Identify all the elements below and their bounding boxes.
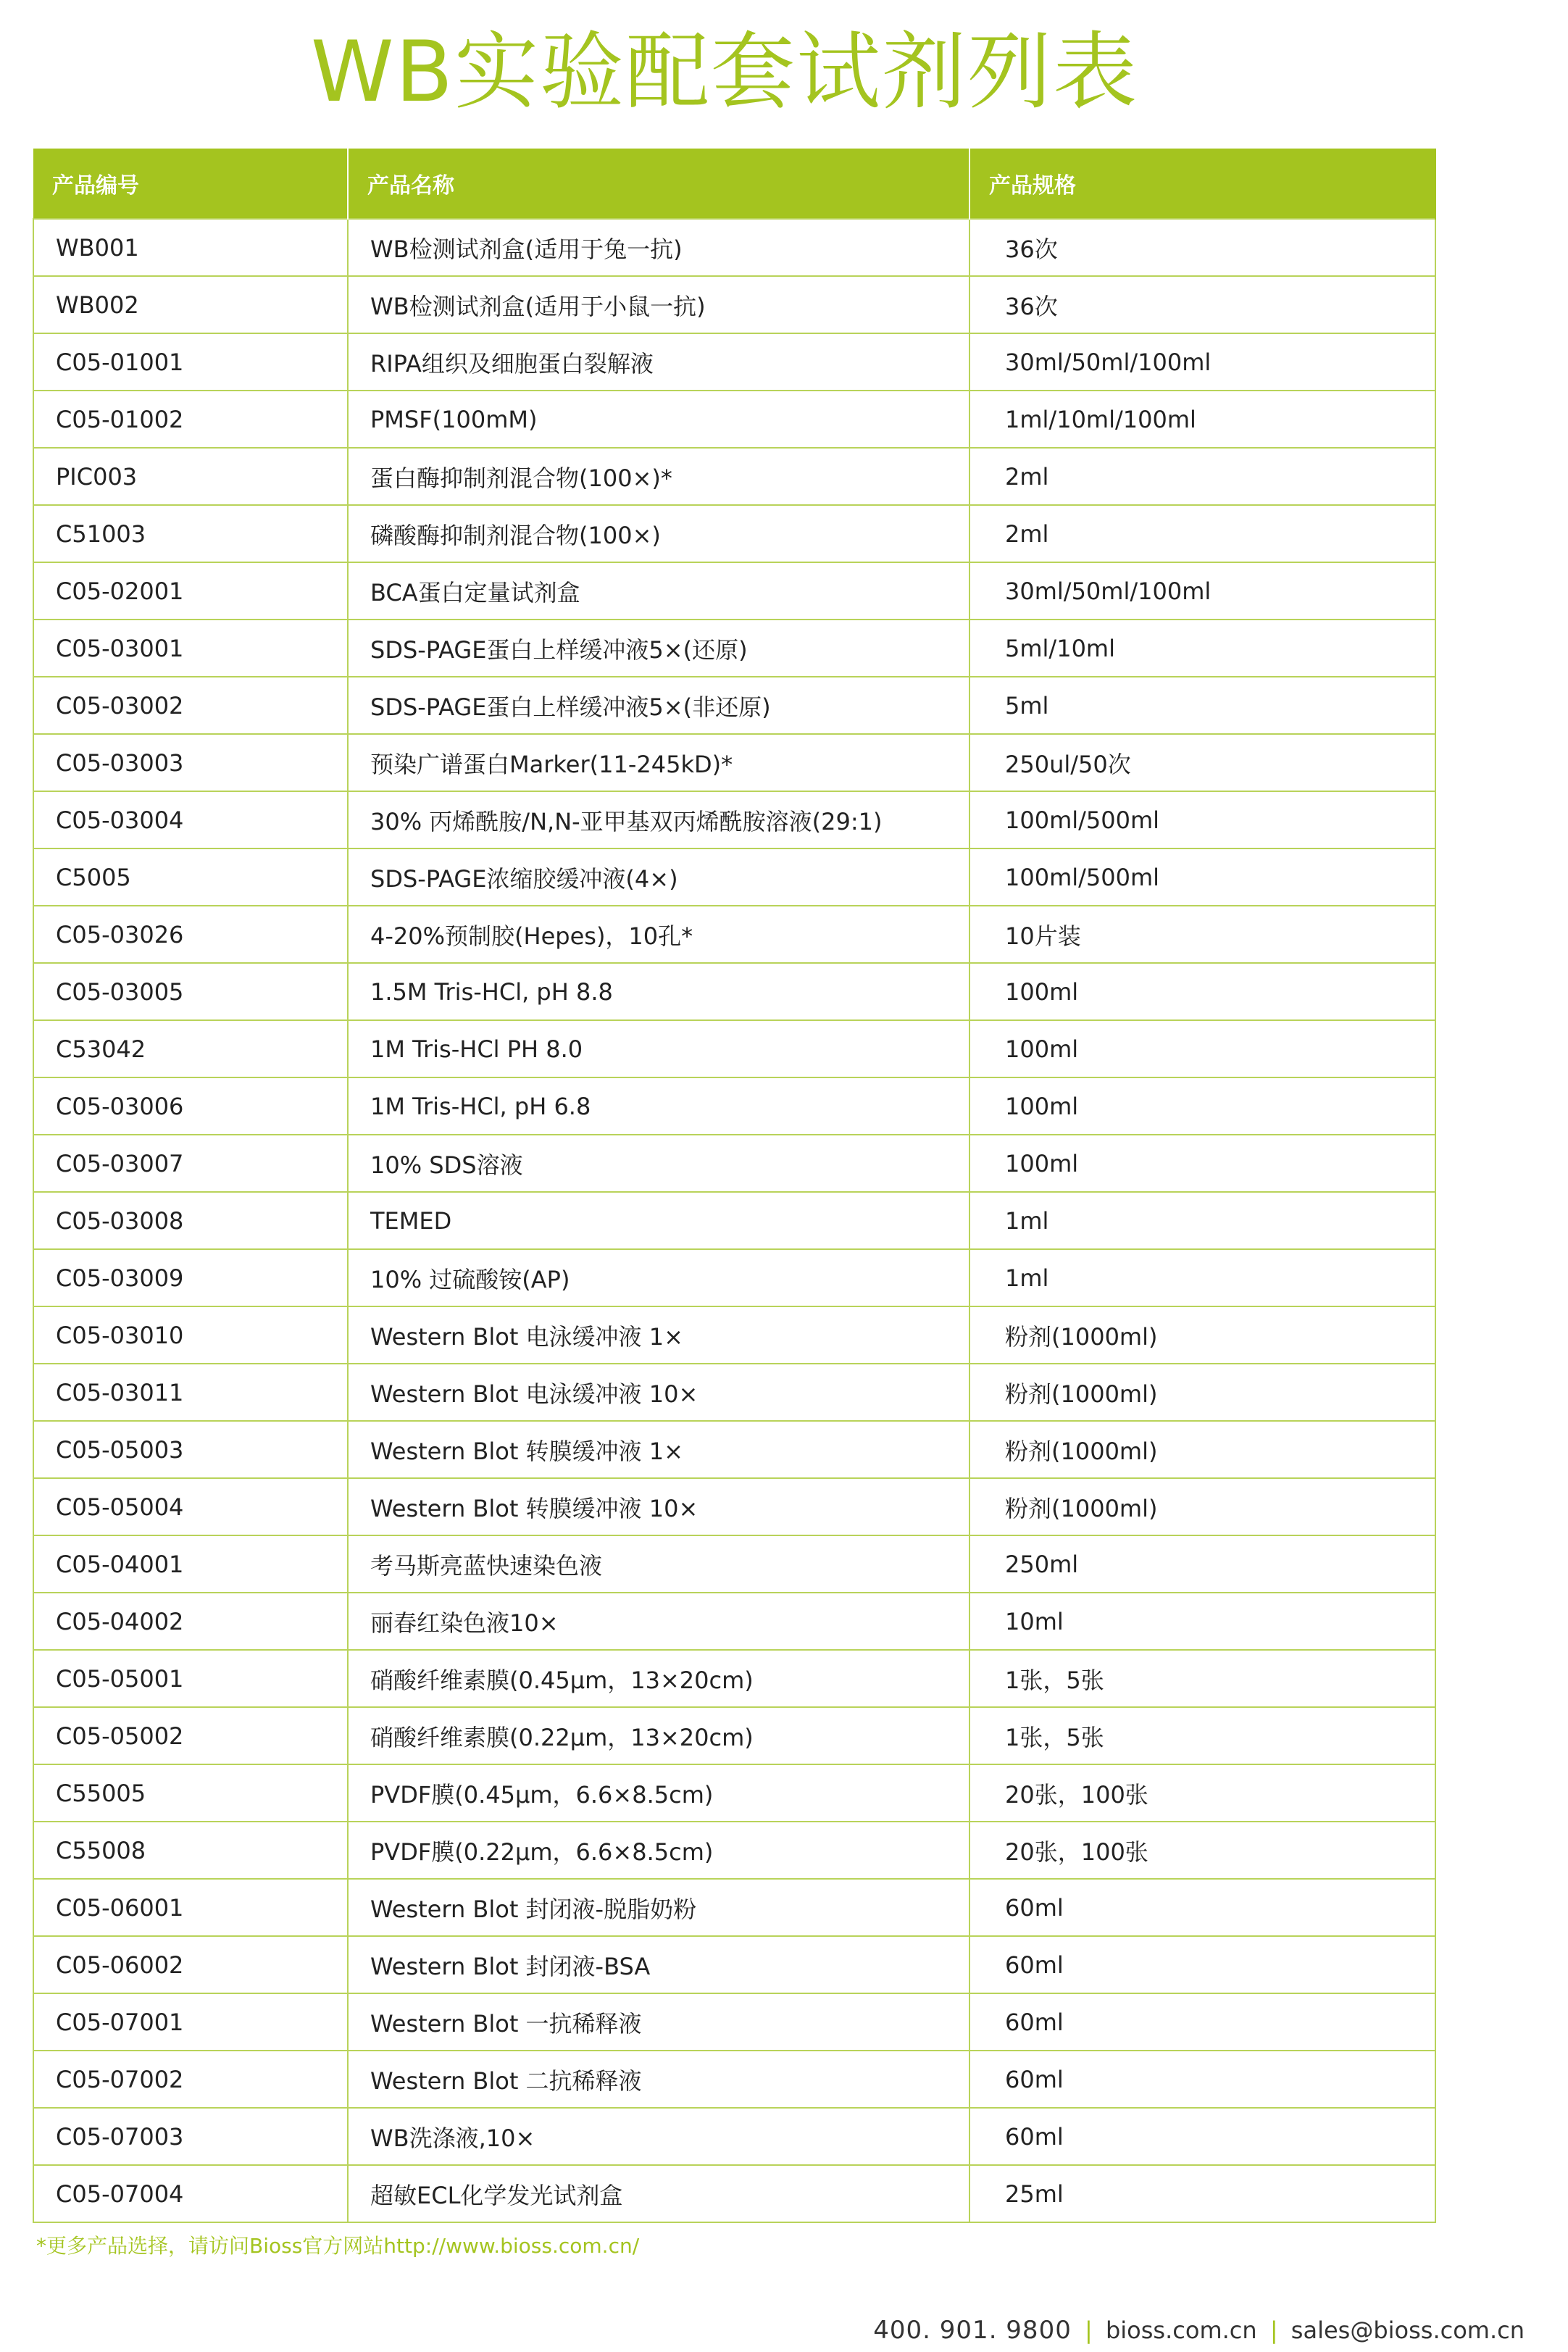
cell-product-code: C05-03010 [33, 1306, 348, 1364]
table-row [33, 219, 1435, 276]
cell-product-code: C05-03001 [33, 620, 348, 677]
cell-product-spec: 36次 [969, 276, 1435, 333]
cell-product-code: C55005 [33, 1764, 348, 1822]
cell-product-name: 硝酸纤维素膜(0.22μm，13×20cm) [348, 1707, 969, 1764]
website-link[interactable]: bioss.com.cn [1105, 2316, 1257, 2344]
cell-product-spec: 10片装 [969, 906, 1435, 963]
table-row [33, 848, 1435, 906]
cell-product-code: C05-07002 [33, 2051, 348, 2108]
cell-product-code: C05-03006 [33, 1077, 348, 1135]
cell-product-spec: 100ml [969, 1077, 1435, 1135]
table-row [33, 1135, 1435, 1192]
cell-product-name: 10% 过硫酸铵(AP) [348, 1249, 969, 1306]
cell-product-code: WB002 [33, 276, 348, 333]
cell-product-name: 硝酸纤维素膜(0.45μm，13×20cm) [348, 1650, 969, 1707]
cell-product-code: C05-03026 [33, 906, 348, 963]
cell-product-code: C05-06002 [33, 1936, 348, 1993]
table-row [33, 1364, 1435, 1421]
cell-product-code: C05-03009 [33, 1249, 348, 1306]
cell-product-name: 丽春红染色液10× [348, 1593, 969, 1650]
cell-product-name: PVDF膜(0.22μm，6.6×8.5cm) [348, 1822, 969, 1879]
cell-product-spec: 60ml [969, 1879, 1435, 1936]
cell-product-spec: 1张，5张 [969, 1707, 1435, 1764]
cell-product-name: PMSF(100mM) [348, 391, 969, 448]
cell-product-name: 超敏ECL化学发光试剂盒 [348, 2165, 969, 2222]
cell-product-name: SDS-PAGE蛋白上样缓冲液5×(非还原) [348, 677, 969, 734]
table-row [33, 1077, 1435, 1135]
table-row [33, 1306, 1435, 1364]
table-row [33, 1707, 1435, 1764]
table-row [33, 791, 1435, 848]
cell-product-code: C05-03003 [33, 734, 348, 791]
table-row [33, 2051, 1435, 2108]
cell-product-code: C05-05004 [33, 1478, 348, 1535]
cell-product-spec: 20张，100张 [969, 1764, 1435, 1822]
cell-product-spec: 25ml [969, 2165, 1435, 2222]
cell-product-code: C05-07001 [33, 1993, 348, 2051]
cell-product-code: C05-03007 [33, 1135, 348, 1192]
cell-product-spec: 100ml/500ml [969, 791, 1435, 848]
table-row [33, 906, 1435, 963]
cell-product-code: C05-04002 [33, 1593, 348, 1650]
table-row [33, 1764, 1435, 1822]
cell-product-name: 磷酸酶抑制剂混合物(100×) [348, 505, 969, 562]
table-row [33, 276, 1435, 333]
cell-product-spec: 5ml [969, 677, 1435, 734]
cell-product-name: Western Blot 转膜缓冲液 1× [348, 1421, 969, 1478]
table-row [33, 1650, 1435, 1707]
cell-product-name: 1.5M Tris-HCl, pH 8.8 [348, 963, 969, 1020]
cell-product-code: C53042 [33, 1020, 348, 1077]
table-row [33, 1593, 1435, 1650]
cell-product-spec: 粉剂(1000ml) [969, 1306, 1435, 1364]
cell-product-name: BCA蛋白定量试剂盒 [348, 562, 969, 620]
cell-product-code: C05-03008 [33, 1192, 348, 1249]
cell-product-name: Western Blot 封闭液-脱脂奶粉 [348, 1879, 969, 1936]
cell-product-name: 4-20%预制胶(Hepes)，10孔* [348, 906, 969, 963]
cell-product-code: C05-03011 [33, 1364, 348, 1421]
cell-product-spec: 粉剂(1000ml) [969, 1421, 1435, 1478]
cell-product-code: C55008 [33, 1822, 348, 1879]
cell-product-name: RIPA组织及细胞蛋白裂解液 [348, 333, 969, 391]
table-row [33, 505, 1435, 562]
header-product-spec: 产品规格 [969, 149, 1435, 219]
cell-product-spec: 60ml [969, 2051, 1435, 2108]
cell-product-name: Western Blot 封闭液-BSA [348, 1936, 969, 1993]
cell-product-code: C05-03004 [33, 791, 348, 848]
cell-product-name: 预染广谱蛋白Marker(11-245kD)* [348, 734, 969, 791]
cell-product-spec: 粉剂(1000ml) [969, 1364, 1435, 1421]
cell-product-code: C05-01002 [33, 391, 348, 448]
cell-product-spec: 100ml [969, 1020, 1435, 1077]
table-row [33, 963, 1435, 1020]
cell-product-name: Western Blot 二抗稀释液 [348, 2051, 969, 2108]
cell-product-name: Western Blot 转膜缓冲液 10× [348, 1478, 969, 1535]
cell-product-spec: 1ml [969, 1192, 1435, 1249]
cell-product-code: C05-03002 [33, 677, 348, 734]
cell-product-code: C51003 [33, 505, 348, 562]
cell-product-name: 10% SDS溶液 [348, 1135, 969, 1192]
cell-product-spec: 5ml/10ml [969, 620, 1435, 677]
phone-number: 400. 901. 9800 [873, 2316, 1072, 2345]
table-row [33, 333, 1435, 391]
cell-product-code: C05-01001 [33, 333, 348, 391]
email-link[interactable]: sales@bioss.com.cn [1290, 2316, 1525, 2344]
table-row [33, 448, 1435, 505]
cell-product-name: 1M Tris-HCl, pH 6.8 [348, 1077, 969, 1135]
table-row [33, 620, 1435, 677]
cell-product-name: WB检测试剂盒(适用于小鼠一抗) [348, 276, 969, 333]
cell-product-spec: 100ml [969, 963, 1435, 1020]
cell-product-name: Western Blot 一抗稀释液 [348, 1993, 969, 2051]
cell-product-name: Western Blot 电泳缓冲液 1× [348, 1306, 969, 1364]
cell-product-name: PVDF膜(0.45μm，6.6×8.5cm) [348, 1764, 969, 1822]
cell-product-spec: 20张，100张 [969, 1822, 1435, 1879]
cell-product-code: PIC003 [33, 448, 348, 505]
table-row [33, 1936, 1435, 1993]
cell-product-spec: 60ml [969, 2108, 1435, 2165]
table-row [33, 1192, 1435, 1249]
table-row [33, 677, 1435, 734]
cell-product-code: C5005 [33, 848, 348, 906]
cell-product-spec: 粉剂(1000ml) [969, 1478, 1435, 1535]
product-table-body [33, 219, 1435, 2222]
cell-product-code: C05-05002 [33, 1707, 348, 1764]
table-row [33, 1879, 1435, 1936]
cell-product-name: 1M Tris-HCl PH 8.0 [348, 1020, 969, 1077]
table-header-row [33, 149, 1435, 219]
cell-product-code: C05-05003 [33, 1421, 348, 1478]
cell-product-code: C05-03005 [33, 963, 348, 1020]
cell-product-name: 30% 丙烯酰胺/N,N-亚甲基双丙烯酰胺溶液(29:1) [348, 791, 969, 848]
cell-product-spec: 10ml [969, 1593, 1435, 1650]
contact-line [873, 2316, 1525, 2345]
cell-product-name: 考马斯亮蓝快速染色液 [348, 1535, 969, 1593]
cell-product-name: Western Blot 电泳缓冲液 10× [348, 1364, 969, 1421]
product-table [33, 149, 1436, 2223]
page-title: WB实验配套试剂列表 [310, 23, 1139, 121]
cell-product-spec: 250ml [969, 1535, 1435, 1593]
cell-product-code: C05-04001 [33, 1535, 348, 1593]
cell-product-name: TEMED [348, 1192, 969, 1249]
cell-product-spec: 30ml/50ml/100ml [969, 562, 1435, 620]
cell-product-spec: 60ml [969, 1993, 1435, 2051]
cell-product-code: C05-05001 [33, 1650, 348, 1707]
cell-product-spec: 100ml/500ml [969, 848, 1435, 906]
table-row [33, 1421, 1435, 1478]
cell-product-spec: 250ul/50次 [969, 734, 1435, 791]
cell-product-name: 蛋白酶抑制剂混合物(100×)* [348, 448, 969, 505]
cell-product-name: SDS-PAGE浓缩胶缓冲液(4×) [348, 848, 969, 906]
table-row [33, 1822, 1435, 1879]
cell-product-spec: 1ml [969, 1249, 1435, 1306]
separator: | [1269, 2316, 1278, 2344]
cell-product-code: WB001 [33, 219, 348, 276]
footnote: *更多产品选择，请访问Bioss官方网站http://www.bioss.com.cn/ [36, 2234, 640, 2258]
cell-product-spec: 2ml [969, 448, 1435, 505]
cell-product-spec: 1ml/10ml/100ml [969, 391, 1435, 448]
cell-product-code: C05-06001 [33, 1879, 348, 1936]
header-product-code: 产品编号 [33, 149, 348, 219]
cell-product-name: WB检测试剂盒(适用于兔一抗) [348, 219, 969, 276]
table-row [33, 1020, 1435, 1077]
cell-product-spec: 36次 [969, 219, 1435, 276]
table-row [33, 1249, 1435, 1306]
table-row [33, 391, 1435, 448]
table-row [33, 734, 1435, 791]
cell-product-code: C05-07004 [33, 2165, 348, 2222]
cell-product-spec: 1张，5张 [969, 1650, 1435, 1707]
cell-product-spec: 100ml [969, 1135, 1435, 1192]
cell-product-spec: 60ml [969, 1936, 1435, 1993]
product-table-container [33, 149, 1435, 2223]
table-row [33, 1993, 1435, 2051]
table-row [33, 1535, 1435, 1593]
table-row [33, 2108, 1435, 2165]
table-row [33, 562, 1435, 620]
cell-product-name: WB洗涤液,10× [348, 2108, 969, 2165]
header-product-name: 产品名称 [348, 149, 969, 219]
table-row [33, 1478, 1435, 1535]
cell-product-code: C05-02001 [33, 562, 348, 620]
table-row [33, 2165, 1435, 2222]
cell-product-code: C05-07003 [33, 2108, 348, 2165]
cell-product-spec: 30ml/50ml/100ml [969, 333, 1435, 391]
cell-product-spec: 2ml [969, 505, 1435, 562]
separator: | [1085, 2316, 1093, 2344]
cell-product-name: SDS-PAGE蛋白上样缓冲液5×(还原) [348, 620, 969, 677]
